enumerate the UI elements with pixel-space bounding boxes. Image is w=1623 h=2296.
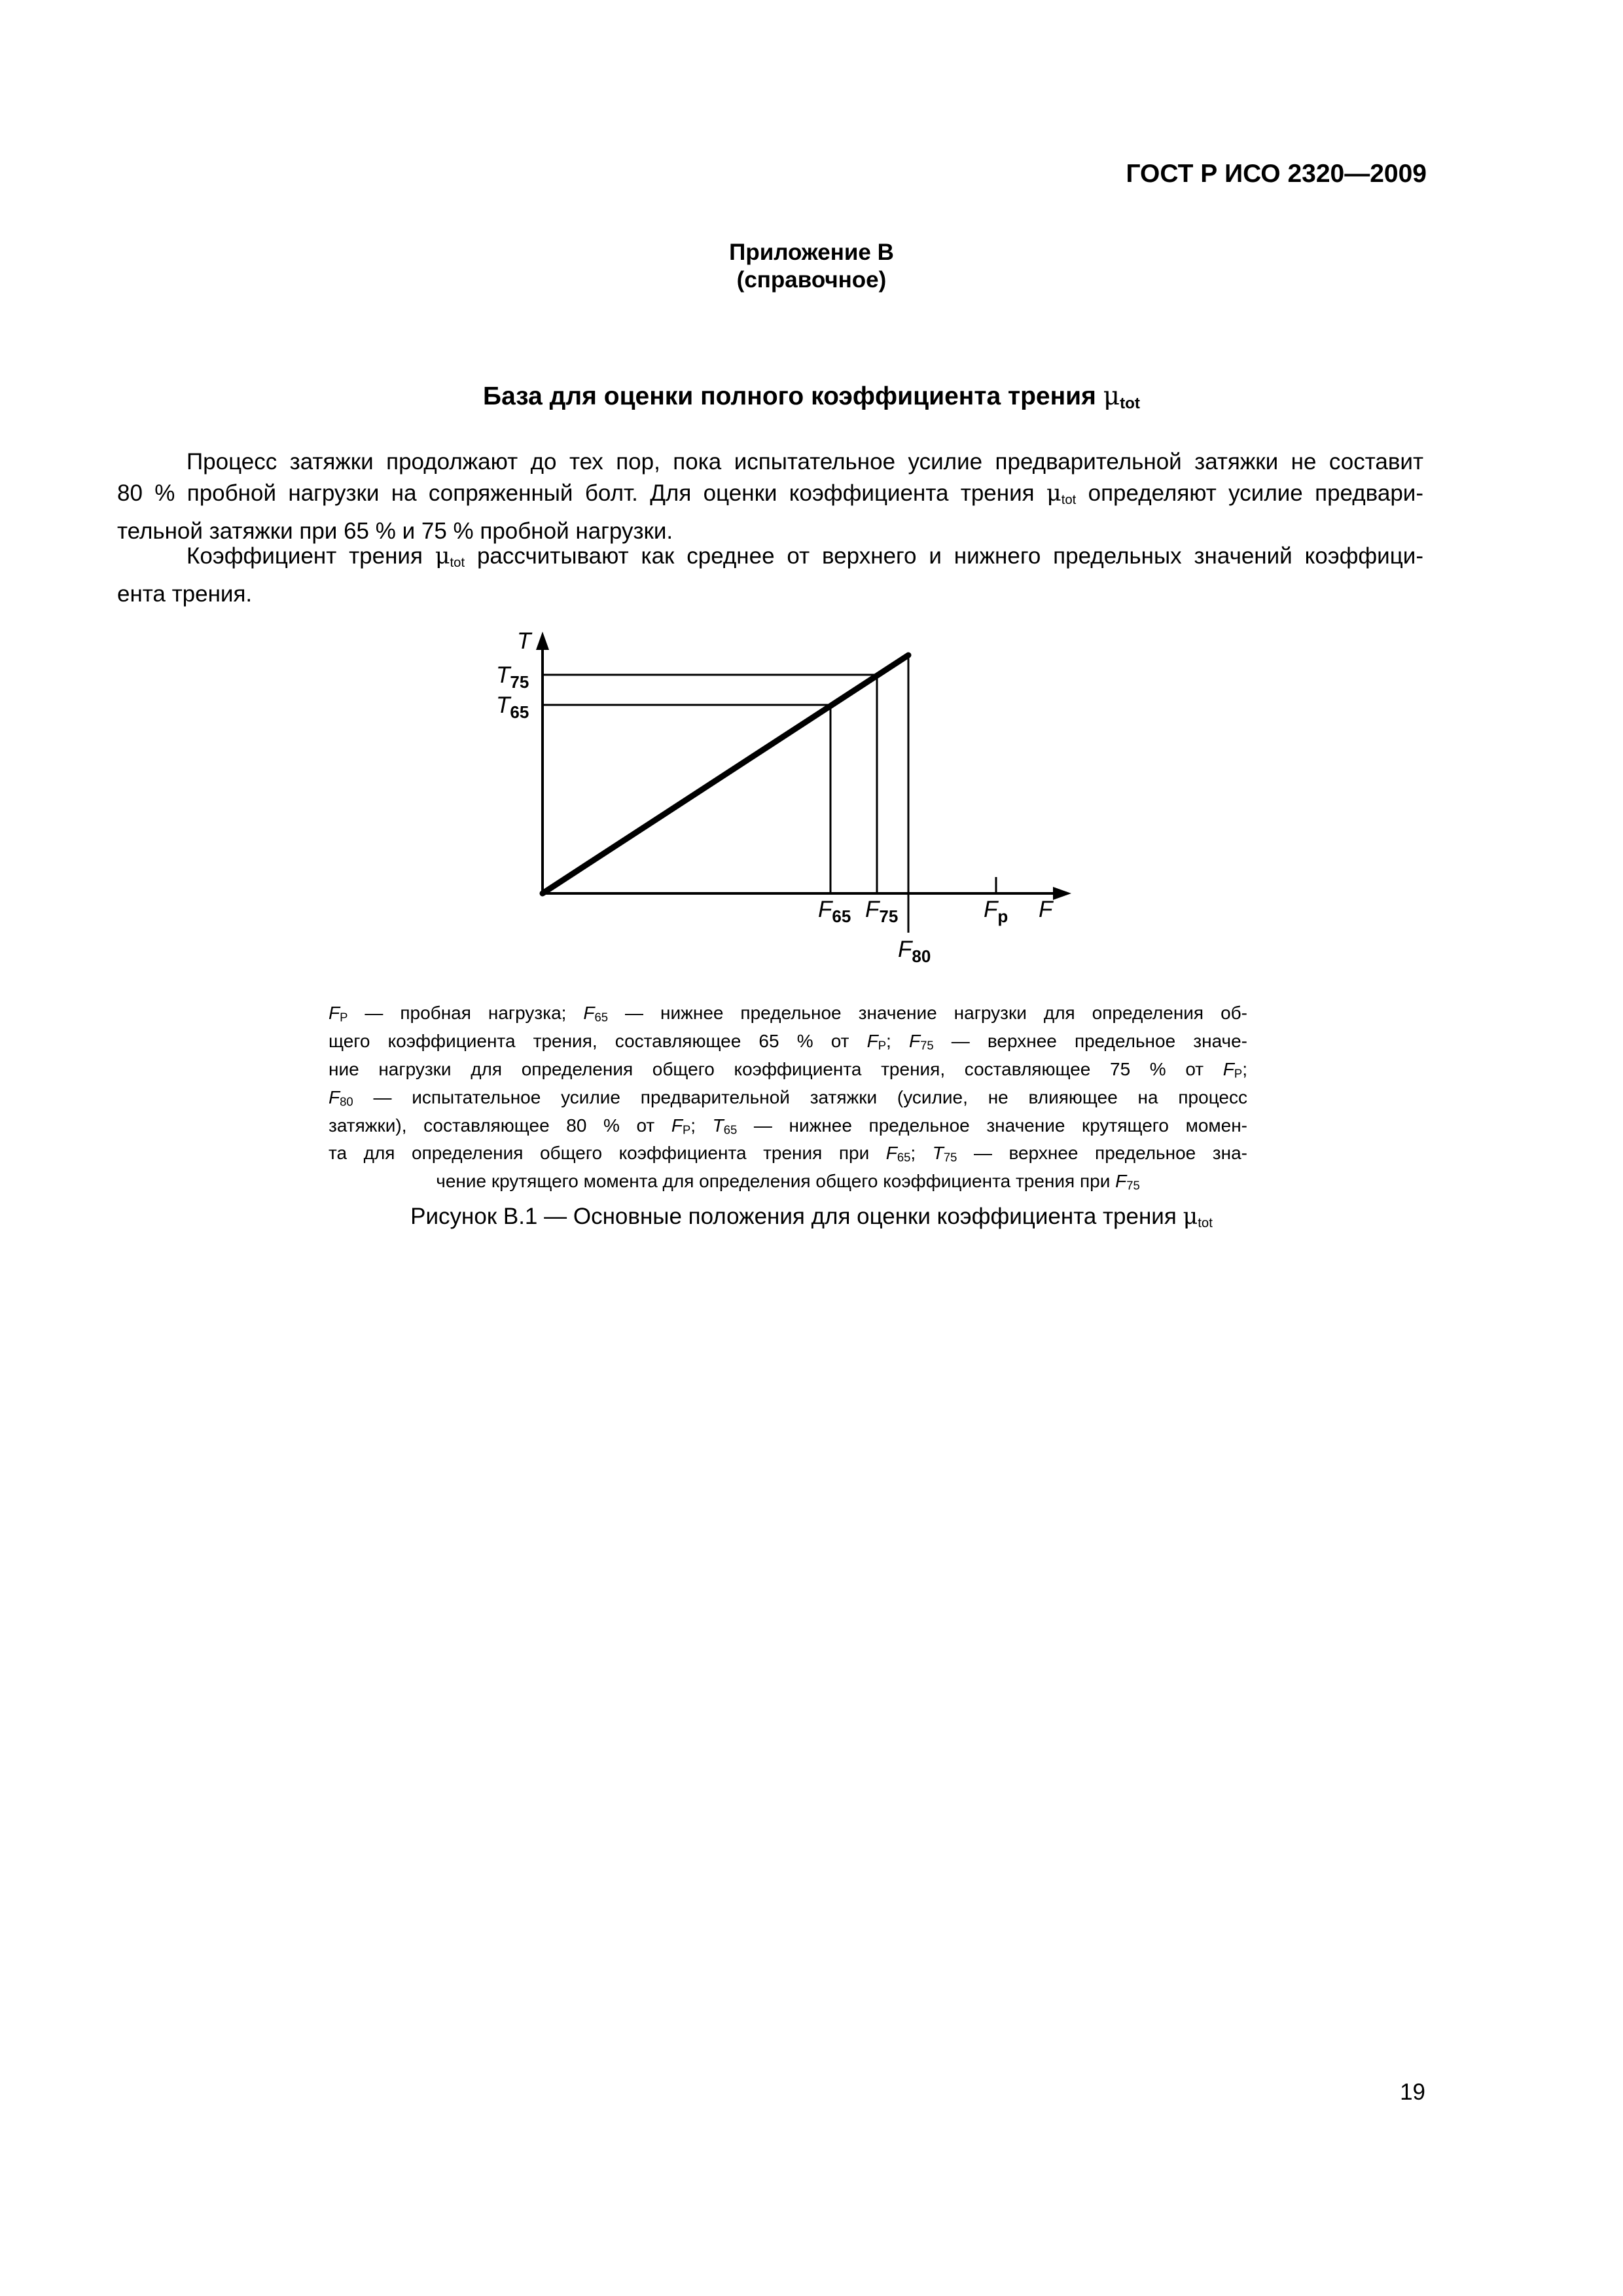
legend-text: щего коэффициента трения, составляющее 65 % от [329,1030,867,1051]
t65-subscript: 65 [510,702,529,722]
f65-label [818,897,851,926]
mu-subscript: tot [1198,1216,1213,1231]
fp-subscript: p [997,906,1008,926]
page-number: 19 [1400,2079,1425,2105]
legend-line-3 [329,1058,1247,1086]
legend-text: ; [690,1115,713,1136]
paragraph-2-line-1-start: Коэффициент трения [187,543,423,569]
t75-label [496,662,529,692]
figure-caption-text: Рисунок В.1 — Основные положения для оценки коэффициента трения [410,1204,1177,1229]
legend-line-6 [329,1141,1247,1170]
legend-line-7 [329,1170,1247,1198]
legend-text: затяжки), составляющее 80 % от [329,1115,671,1136]
t75-subscript: 75 [510,672,529,692]
legend-text: ; [886,1030,909,1051]
legend-text: ние нагрузки для определения общего коэффициента трения, составляющее 75 % от [329,1058,1223,1079]
mu-subscript: tot [450,556,465,571]
legend-text: — нижнее предельное значение нагрузки для определения об- [608,1003,1247,1023]
x-axis-label: F [1039,897,1053,922]
legend-text: — нижнее предельное значение крутящего момен- [737,1115,1248,1136]
y-axis-arrow [536,632,549,650]
paragraph-2-line-1-end: рассчитывают как среднее от верхнего и нижнего предельных значений коэффици- [476,543,1423,569]
legend-subscript: 65 [723,1122,738,1137]
t65-letter: T [496,692,510,718]
paragraph-1-line-3: тельной затяжки при 65 % и 75 % пробной нагрузки. [117,518,673,545]
document-code: ГОСТ Р ИСО 2320—2009 [1126,160,1427,188]
legend-line-2 [329,1030,1247,1058]
fp-label [984,897,1008,926]
mu-symbol: μ [1183,1204,1198,1230]
legend-text: та для определения общего коэффициента трения при [329,1143,886,1164]
f65-letter: F [818,897,832,922]
legend-subscript: P [878,1038,887,1052]
mu-symbol: μ [435,543,450,569]
legend-subscript: 65 [897,1151,911,1165]
legend-subscript: 65 [594,1010,609,1024]
fp-letter: F [984,897,998,922]
legend-subscript: P [1234,1066,1243,1081]
mu-symbol: μ [1103,382,1120,411]
legend-subscript: 75 [1126,1179,1140,1193]
legend-subscript: P [682,1122,691,1137]
torque-force-line [543,655,908,893]
legend-line-4 [329,1086,1247,1114]
annex-status: (справочное) [736,267,887,293]
legend-symbol: F [329,1086,340,1107]
annex-title: Приложение В [729,240,894,265]
f80-label [898,937,931,966]
legend-subscript: P [340,1010,348,1024]
torque-force-diagram [0,0,1623,995]
x-axis-arrow [1053,887,1071,900]
section-heading-text: База для оценки полного коэффициента трения [483,382,1096,410]
f65-subscript: 65 [832,906,851,926]
legend-subscript: 80 [340,1094,353,1109]
legend-text: чение крутящего момента для определения общего коэффициента трения при [436,1171,1116,1192]
legend-subscript: 75 [920,1038,934,1052]
figure-caption [0,1204,1623,1231]
paragraph-1-line-1: Процесс затяжки продолжают до тех пор, пока испытательное усилие предварительной затяжки не составит [187,449,1423,475]
legend-text: ; [1242,1058,1247,1079]
f75-subscript: 75 [879,906,899,926]
f75-label [865,897,898,926]
legend-symbol: T [712,1115,724,1136]
legend-text: ; [910,1143,933,1164]
f80-letter: F [898,937,912,962]
legend-symbol: F [866,1030,878,1051]
f75-letter: F [865,897,880,922]
legend-text: — испытательное усилие предварительной затяжки (усилие, не влияющее на процесс [353,1086,1247,1107]
legend-symbol: F [583,1003,595,1023]
legend-symbol: F [1222,1058,1234,1079]
figure-legend [329,1001,1247,1198]
legend-symbol: F [908,1030,921,1051]
paragraph-1-line-2-end: определяют усилие предвари- [1088,480,1423,506]
paragraph-1-line-2-start: 80 % пробной нагрузки на сопряженный болт. Для оценки коэффициента трения [117,480,1035,506]
t75-letter: T [496,662,510,688]
mu-subscript: tot [1061,493,1077,508]
t65-label [496,692,529,722]
y-axis-label: T [517,628,531,654]
legend-text: — верхнее предельное значе- [933,1030,1248,1051]
legend-symbol: F [329,1003,340,1023]
mu-subscript: tot [1120,395,1140,413]
paragraph-2-line-2: ента трения. [117,581,253,607]
legend-text: — верхнее предельное зна- [957,1143,1247,1164]
legend-text: — пробная нагрузка; [348,1003,584,1023]
legend-line-1 [329,1001,1247,1030]
legend-symbol: F [885,1143,897,1164]
legend-symbol: F [671,1115,683,1136]
legend-symbol: T [932,1143,944,1164]
legend-subscript: 75 [943,1151,957,1165]
legend-line-5 [329,1114,1247,1142]
legend-symbol: F [1115,1171,1127,1192]
f80-subscript: 80 [912,946,931,966]
mu-symbol: μ [1046,480,1061,507]
